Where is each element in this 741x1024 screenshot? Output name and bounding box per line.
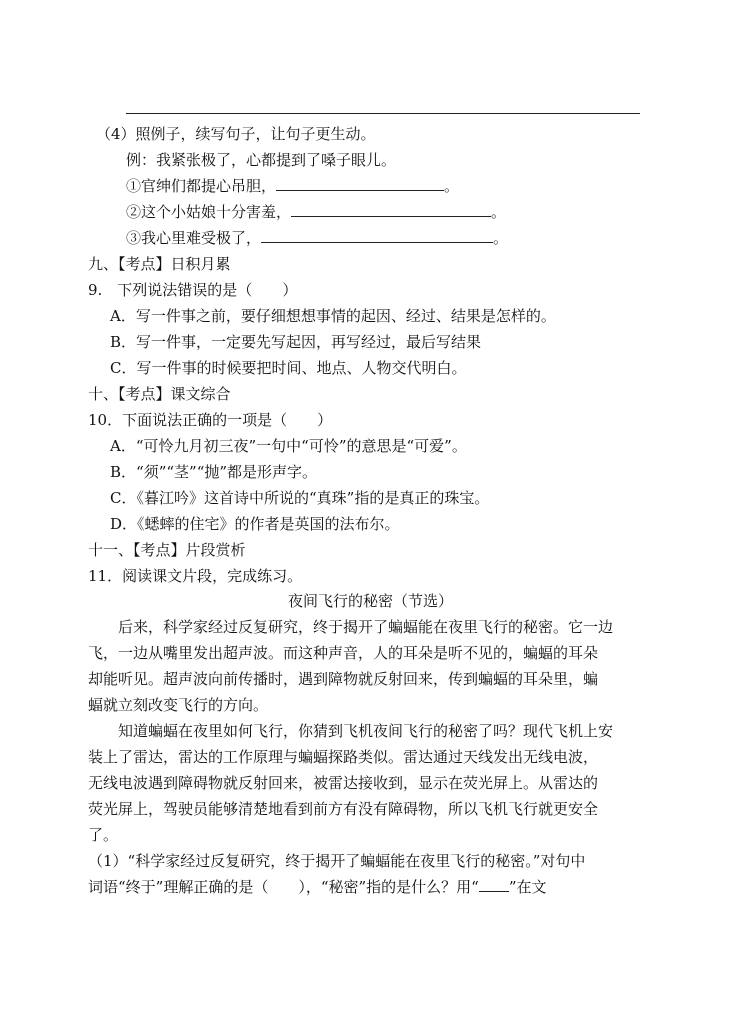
subquestion-1-text-b: ”在文 — [508, 878, 547, 896]
passage-line: 后来，科学家经过反复研究，终于揭开了蝙蝠能在夜里飞行的秘密。它一边 — [88, 618, 614, 636]
underline-marker — [479, 877, 509, 892]
option-9c[interactable]: C．写一件事的时候要把时间、地点、人物交代明白。 — [110, 359, 467, 377]
passage-line: 蝠就立刻改变飞行的方向。 — [88, 696, 269, 714]
fill-item-3-end: 。 — [493, 229, 509, 247]
fill-blank-1[interactable] — [276, 176, 444, 191]
passage-line: 荧光屏上，驾驶员能够清楚地看到前方有没有障碍物，所以飞机飞行就更安全 — [88, 800, 599, 818]
section-11-heading: 十一、【考点】片段赏析 — [88, 541, 246, 559]
example-sentence: 例：我紧张极了，心都提到了嗓子眼儿。 — [126, 151, 397, 169]
question-9: 9. 下列说法错误的是（ ） — [88, 281, 298, 299]
passage-line: 无线电波遇到障碍物就反射回来，被雷达接收到，显示在荧光屏上。从雷达的 — [88, 774, 599, 792]
subquestion-1-line-1: （1）“科学家经过反复研究，终于揭开了蝙蝠能在夜里飞行的秘密。”对句中 — [88, 852, 586, 870]
passage-line: 却能听见。超声波向前传播时，遇到障物就反射回来，传到蝙蝠的耳朵里，蝙 — [88, 670, 599, 688]
option-10b[interactable]: B．“须”“茎”“抛”都是形声字。 — [110, 463, 318, 481]
passage-line: 飞，一边从嘴里发出超声波。而这种声音，人的耳朵是听不见的，蝙蝠的耳朵 — [88, 644, 599, 662]
fill-blank-2[interactable] — [291, 202, 491, 217]
fill-item-2-text: ②这个小姑娘十分害羞， — [126, 203, 292, 221]
answer-line — [126, 113, 640, 114]
passage-title: 夜间飞行的秘密（节选） — [287, 592, 453, 610]
fill-item-2 — [126, 202, 506, 222]
fill-item-1-text: ①官绅们都提心吊胆， — [126, 177, 277, 195]
fill-item-3-text: ③我心里难受极了， — [126, 229, 262, 247]
part4-title: （4）照例子，续写句子，让句子更生动。 — [96, 125, 376, 143]
fill-item-2-end: 。 — [491, 203, 507, 221]
passage-line: 装上了雷达，雷达的工作原理与蝙蝠探路类似。雷达通过天线发出无线电波， — [88, 748, 599, 766]
option-9b[interactable]: B．写一件事，一定要先写起因，再写经过，最后写结果 — [110, 333, 482, 351]
fill-item-1-end: 。 — [444, 177, 460, 195]
option-10c[interactable]: C．《暮江吟》这首诗中所说的“真珠”指的是真正的珠宝。 — [110, 489, 490, 507]
passage-line: 知道蝙蝠在夜里如何飞行，你猜到飞机夜间飞行的秘密了吗？现代飞机上安 — [88, 722, 614, 740]
passage-line: 了。 — [88, 826, 119, 844]
option-10d[interactable]: D．《蟋蟀的住宅》的作者是英国的法布尔。 — [110, 515, 400, 533]
subquestion-1-text-a: 词语“终于”理解正确的是（ ），“秘密”指的是什么？用“ — [88, 878, 479, 896]
section-10-heading: 十、【考点】课文综合 — [88, 385, 231, 403]
fill-blank-3[interactable] — [261, 228, 493, 243]
question-11: 11．阅读课文片段，完成练习。 — [88, 567, 303, 585]
fill-item-1 — [126, 176, 459, 196]
fill-item-3 — [126, 228, 508, 248]
option-10a[interactable]: A．“可怜九月初三夜”一句中“可怜”的意思是“可爱”。 — [110, 437, 467, 455]
section-9-heading: 九、【考点】日积月累 — [88, 255, 231, 273]
question-10: 10．下面说法正确的一项是（ ） — [88, 411, 333, 429]
option-9a[interactable]: A．写一件事之前，要仔细想想事情的起因、经过、结果是怎样的。 — [110, 307, 556, 325]
subquestion-1-line-2 — [88, 877, 547, 897]
